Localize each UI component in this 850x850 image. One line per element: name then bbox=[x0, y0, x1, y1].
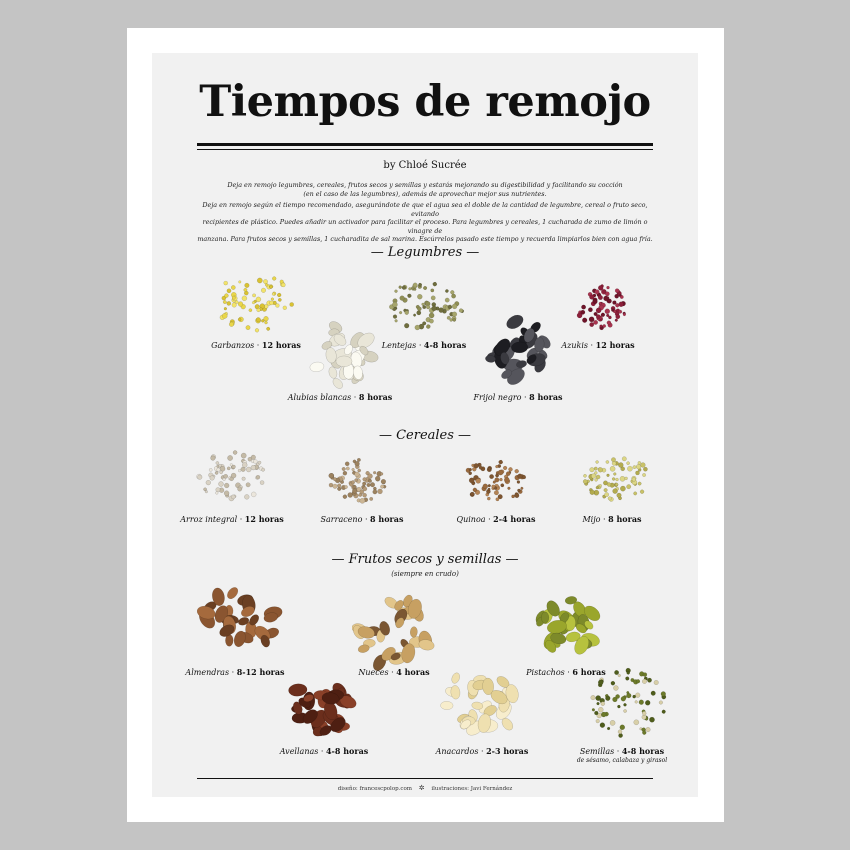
mijo-grain bbox=[627, 466, 632, 471]
intro-line: (en el caso de las legumbres), además de aprovechar mejor sus nutrientes. bbox=[303, 189, 547, 198]
garbanzos-grain bbox=[248, 308, 252, 312]
lentejas-grain bbox=[430, 295, 436, 301]
lentejas-grain bbox=[423, 286, 428, 291]
mijo-illustration bbox=[577, 451, 657, 506]
garbanzos-grain bbox=[278, 298, 282, 302]
section-cereales: — Cereales — bbox=[378, 428, 472, 443]
item-time: 8 horas bbox=[370, 514, 404, 524]
semillas-grain bbox=[599, 722, 606, 729]
semillas-grain bbox=[634, 700, 638, 704]
mijo-grain bbox=[642, 473, 646, 477]
sarraceno-grain bbox=[357, 458, 361, 462]
item-nueces: Nueces · 4 horas bbox=[358, 667, 430, 677]
azukis-grain bbox=[596, 315, 600, 319]
arroz-grain bbox=[240, 452, 247, 459]
mijo-grain bbox=[622, 456, 627, 461]
arroz-grain bbox=[224, 483, 229, 488]
garbanzos-grain bbox=[277, 292, 282, 297]
almendras-illustration bbox=[194, 585, 284, 655]
item-time: 4 horas bbox=[396, 667, 430, 677]
lentejas-grain bbox=[407, 293, 412, 298]
semillas-grain bbox=[623, 703, 627, 707]
semillas-grain bbox=[633, 719, 639, 725]
azukis-grain bbox=[602, 290, 606, 294]
almendras-grain bbox=[225, 585, 240, 601]
item-note: de sésamo, calabaza y girasol bbox=[576, 757, 668, 764]
quinoa-grain bbox=[498, 459, 503, 464]
quinoa-grain bbox=[514, 468, 520, 474]
mijo-grain bbox=[605, 460, 609, 464]
mijo-grain bbox=[615, 478, 619, 482]
sarraceno-grain bbox=[345, 466, 350, 471]
lentejas-grain bbox=[432, 281, 437, 286]
sarraceno-grain bbox=[373, 471, 376, 474]
quinoa-grain bbox=[517, 480, 520, 483]
mijo-grain bbox=[624, 477, 627, 480]
garbanzos-grain bbox=[242, 295, 248, 301]
alubias-illustration bbox=[300, 316, 380, 391]
sarraceno-grain bbox=[369, 497, 373, 501]
quinoa-grain bbox=[500, 483, 504, 487]
semillas-grain bbox=[596, 719, 600, 723]
intro-paragraph-1 bbox=[197, 181, 653, 198]
sarraceno-grain bbox=[377, 489, 382, 494]
arroz-grain bbox=[243, 494, 250, 501]
sarraceno-grain bbox=[381, 479, 386, 484]
garbanzos-grain bbox=[252, 294, 256, 298]
quinoa-grain bbox=[494, 477, 499, 482]
mijo-grain bbox=[619, 485, 626, 492]
arroz-grain bbox=[218, 481, 225, 488]
garbanzos-grain bbox=[222, 300, 227, 305]
item-quinoa: Quinoa · 2-4 horas bbox=[456, 514, 536, 524]
mijo-grain bbox=[583, 474, 587, 478]
lentejas-grain bbox=[394, 319, 398, 323]
lentejas-grain bbox=[426, 324, 431, 329]
lentejas-grain bbox=[413, 313, 417, 317]
sarraceno-grain bbox=[337, 483, 342, 488]
arroz-grain bbox=[216, 487, 220, 491]
garbanzos-grain bbox=[254, 328, 259, 333]
semillas-grain bbox=[590, 694, 596, 700]
mijo-grain bbox=[639, 489, 644, 494]
item-time: 4-8 horas bbox=[621, 746, 665, 756]
item-semillas: Semillas · 4-8 horas de sésamo, calabaza y girasol bbox=[562, 746, 682, 764]
lentejas-grain bbox=[445, 289, 449, 293]
arroz-grain bbox=[242, 477, 246, 481]
semillas-grain bbox=[596, 702, 600, 706]
semillas-grain bbox=[633, 695, 636, 698]
semillas-grain bbox=[649, 716, 656, 723]
item-alubias: Alubias blancas · 8 horas bbox=[287, 392, 393, 402]
item-name: Arroz integral bbox=[180, 515, 238, 524]
arroz-grain bbox=[227, 466, 231, 470]
semillas-grain bbox=[610, 680, 616, 686]
item-time: 8-12 horas bbox=[236, 667, 285, 677]
garbanzos-grain bbox=[281, 283, 285, 287]
footer-illustration-credit: ilustraciones: Javi Fernández bbox=[431, 786, 513, 792]
alubias-grain bbox=[336, 356, 352, 367]
garbanzos-grain bbox=[226, 288, 232, 294]
sarraceno-grain bbox=[380, 472, 383, 475]
quinoa-grain bbox=[496, 497, 500, 501]
mijo-grain bbox=[613, 472, 617, 476]
item-name: Almendras bbox=[185, 668, 230, 677]
garbanzos-grain bbox=[283, 306, 287, 310]
semillas-grain bbox=[650, 690, 656, 696]
garbanzos-grain bbox=[245, 324, 251, 330]
lentejas-grain bbox=[451, 294, 455, 298]
arroz-grain bbox=[246, 482, 251, 487]
item-frijol: Frijol negro · 8 horas bbox=[473, 392, 563, 402]
mijo-grain bbox=[637, 481, 642, 486]
semillas-grain bbox=[594, 711, 598, 715]
quinoa-grain bbox=[499, 478, 503, 482]
sarraceno-grain bbox=[344, 485, 348, 489]
item-name: Nueces bbox=[358, 668, 389, 677]
azukis-grain bbox=[606, 286, 609, 289]
item-name: Sarraceno bbox=[320, 515, 363, 524]
alubias-grain bbox=[309, 361, 324, 372]
item-name: Lentejas bbox=[381, 341, 417, 350]
lentejas-grain bbox=[399, 311, 403, 315]
arroz-illustration bbox=[192, 446, 272, 506]
azukis-grain bbox=[587, 307, 593, 313]
semillas-grain bbox=[653, 679, 659, 685]
lentejas-grain bbox=[430, 289, 434, 293]
semillas-grain bbox=[643, 672, 647, 676]
garbanzos-grain bbox=[266, 326, 271, 331]
semillas-grain bbox=[598, 707, 604, 713]
item-time: 12 horas bbox=[261, 340, 301, 350]
semillas-grain bbox=[645, 700, 650, 705]
sarraceno-grain bbox=[344, 461, 350, 467]
item-time: 8 horas bbox=[358, 392, 393, 402]
mijo-grain bbox=[626, 461, 630, 465]
semillas-grain bbox=[592, 708, 595, 711]
quinoa-grain bbox=[488, 488, 491, 491]
poster bbox=[152, 53, 698, 797]
lentejas-grain bbox=[394, 289, 398, 293]
section-frutos-secos: — Frutos secos y semillas — bbox=[331, 552, 519, 567]
arroz-grain bbox=[251, 492, 257, 498]
garbanzos-grain bbox=[238, 281, 241, 284]
garbanzos-grain bbox=[272, 276, 277, 281]
item-time: 2-3 horas bbox=[486, 746, 529, 756]
quinoa-grain bbox=[487, 484, 491, 488]
title-rule-thin bbox=[197, 149, 653, 150]
item-name: Azukis bbox=[561, 341, 589, 350]
semillas-grain bbox=[638, 699, 645, 706]
item-time: 8 horas bbox=[608, 514, 642, 524]
item-time: 4-8 horas bbox=[325, 746, 369, 756]
garbanzos-grain bbox=[261, 287, 267, 293]
lentejas-grain bbox=[403, 322, 410, 329]
sarraceno-grain bbox=[370, 482, 376, 488]
sarraceno-grain bbox=[366, 483, 370, 487]
quinoa-grain bbox=[489, 474, 493, 478]
avellanas-illustration bbox=[282, 676, 362, 741]
sarraceno-illustration bbox=[322, 453, 392, 508]
arroz-grain bbox=[230, 463, 233, 466]
azukis-grain bbox=[620, 295, 624, 299]
mijo-grain bbox=[603, 488, 608, 493]
pistachos-grain bbox=[541, 612, 549, 623]
lentejas-grain bbox=[417, 294, 423, 300]
poster-title: Tiempos de remojo bbox=[199, 77, 651, 127]
item-time: 12 horas bbox=[595, 340, 635, 350]
item-name: Garbanzos bbox=[211, 341, 255, 350]
mijo-grain bbox=[609, 465, 616, 472]
item-name: Anacardos bbox=[435, 747, 479, 756]
intro-line: Deja en remojo según el tiempo recomendado, asegurándote de que el agua sea el doble de la cantidad de legumbre, cereal o fruto seco, evitando bbox=[202, 201, 648, 218]
quinoa-illustration bbox=[457, 453, 532, 508]
item-name: Frijol negro bbox=[473, 393, 522, 402]
sarraceno-grain bbox=[341, 466, 346, 471]
mijo-grain bbox=[635, 471, 639, 475]
mijo-grain bbox=[589, 467, 595, 473]
nueces-illustration bbox=[352, 588, 442, 673]
quinoa-grain bbox=[487, 497, 491, 501]
azukis-grain bbox=[611, 308, 614, 311]
title-rule-thick bbox=[197, 143, 653, 146]
item-time: 2-4 horas bbox=[493, 514, 536, 524]
item-lentejas: Lentejas · 4-8 horas bbox=[381, 340, 467, 350]
mijo-grain bbox=[612, 477, 616, 481]
quinoa-grain bbox=[507, 486, 511, 490]
item-name: Mijo bbox=[582, 515, 601, 524]
nueces-grain bbox=[410, 626, 418, 637]
semillas-grain bbox=[617, 705, 621, 709]
garbanzos-grain bbox=[257, 277, 263, 283]
item-time: 8 horas bbox=[529, 392, 563, 402]
sarraceno-grain bbox=[372, 489, 377, 494]
lentejas-grain bbox=[393, 314, 398, 319]
item-name: Avellanas bbox=[279, 747, 319, 756]
garbanzos-grain bbox=[244, 283, 249, 288]
lentejas-grain bbox=[417, 311, 421, 315]
item-name: Semillas bbox=[579, 747, 615, 756]
item-mijo: Mijo · 8 horas bbox=[582, 514, 642, 524]
item-name: Quinoa bbox=[456, 515, 486, 524]
footer bbox=[152, 784, 698, 792]
arroz-grain bbox=[232, 450, 238, 456]
azukis-grain bbox=[615, 288, 619, 292]
arroz-grain bbox=[205, 479, 212, 486]
mijo-grain bbox=[595, 460, 599, 464]
lentejas-grain bbox=[398, 285, 402, 289]
anacardos-grain bbox=[440, 701, 453, 710]
lentejas-grain bbox=[422, 305, 426, 309]
quinoa-grain bbox=[511, 495, 514, 498]
item-garbanzos: Garbanzos · 12 horas bbox=[211, 340, 301, 350]
garbanzos-grain bbox=[230, 285, 236, 291]
item-avellanas: Avellanas · 4-8 horas bbox=[279, 746, 369, 756]
semillas-grain bbox=[623, 709, 627, 713]
arroz-grain bbox=[260, 480, 264, 484]
item-time: 12 horas bbox=[244, 514, 284, 524]
arroz-grain bbox=[227, 455, 233, 461]
azukis-grain bbox=[581, 304, 587, 310]
lentejas-illustration bbox=[380, 275, 470, 335]
garbanzos-illustration bbox=[210, 267, 300, 337]
mijo-grain bbox=[607, 474, 610, 477]
item-arroz: Arroz integral · 12 horas bbox=[180, 514, 284, 524]
semillas-grain bbox=[609, 719, 616, 726]
footer-design-credit: diseño: francescpolop.com bbox=[337, 786, 413, 792]
azukis-grain bbox=[582, 317, 588, 323]
semillas-grain bbox=[621, 696, 626, 701]
garbanzos-grain bbox=[264, 321, 268, 325]
mijo-grain bbox=[626, 484, 632, 490]
azukis-grain bbox=[604, 308, 611, 315]
star-icon: ✲ bbox=[418, 784, 425, 792]
intro-paragraph-2 bbox=[197, 201, 653, 244]
sarraceno-grain bbox=[342, 471, 347, 476]
byline: by Chloé Sucrée bbox=[383, 160, 467, 171]
mijo-grain bbox=[633, 491, 638, 496]
item-time: 6 horas bbox=[572, 667, 606, 677]
item-anacardos: Anacardos · 2-3 horas bbox=[435, 746, 529, 756]
pistachos-illustration bbox=[532, 593, 602, 658]
intro-line: recipientes de plástico. Puedes añadir un activador para facilitar el proceso. Para legumbres y cereales, 1 cucharada de zumo de limón o vinagre de bbox=[202, 218, 648, 235]
item-sarraceno: Sarraceno · 8 horas bbox=[320, 514, 404, 524]
sarraceno-grain bbox=[342, 494, 348, 500]
garbanzos-grain bbox=[290, 302, 294, 306]
footer-rule bbox=[197, 778, 653, 779]
semillas-grain bbox=[658, 700, 663, 705]
arroz-grain bbox=[256, 475, 260, 479]
intro-line: manzana. Para frutos secos y semillas, 1 cucharadita de sal marina. Escúrrelos pasado este tiempo y recuerda limpiarlos bien con agua fría. bbox=[197, 235, 653, 244]
item-almendras: Almendras · 8-12 horas bbox=[185, 667, 285, 677]
intro-line: Deja en remojo legumbres, cereales, frutos secos y semillas y estarás mejorando su digestibilidad y facilitando su cocción bbox=[227, 181, 623, 189]
item-pistachos: Pistachos · 6 horas bbox=[526, 667, 606, 677]
semillas-grain bbox=[661, 709, 666, 714]
garbanzos-grain bbox=[224, 307, 227, 310]
section-legumbres: — Legumbres — bbox=[370, 245, 480, 260]
garbanzos-grain bbox=[270, 297, 274, 301]
item-name: Alubias blancas bbox=[287, 393, 352, 402]
item-name: Pistachos bbox=[526, 668, 565, 677]
item-azukis: Azukis · 12 horas bbox=[561, 340, 635, 350]
arroz-grain bbox=[197, 475, 202, 480]
quinoa-grain bbox=[508, 467, 514, 473]
section-frutos-note: (siempre en crudo) bbox=[391, 570, 459, 578]
lentejas-grain bbox=[444, 297, 450, 303]
arroz-grain bbox=[209, 468, 213, 472]
garbanzos-grain bbox=[226, 301, 231, 306]
lentejas-grain bbox=[439, 308, 444, 313]
azukis-illustration bbox=[572, 278, 632, 338]
item-time: 4-8 horas bbox=[423, 340, 467, 350]
semillas-grain bbox=[613, 685, 618, 690]
mijo-grain bbox=[632, 465, 637, 470]
semillas-grain bbox=[607, 727, 610, 730]
garbanzos-grain bbox=[224, 281, 228, 285]
